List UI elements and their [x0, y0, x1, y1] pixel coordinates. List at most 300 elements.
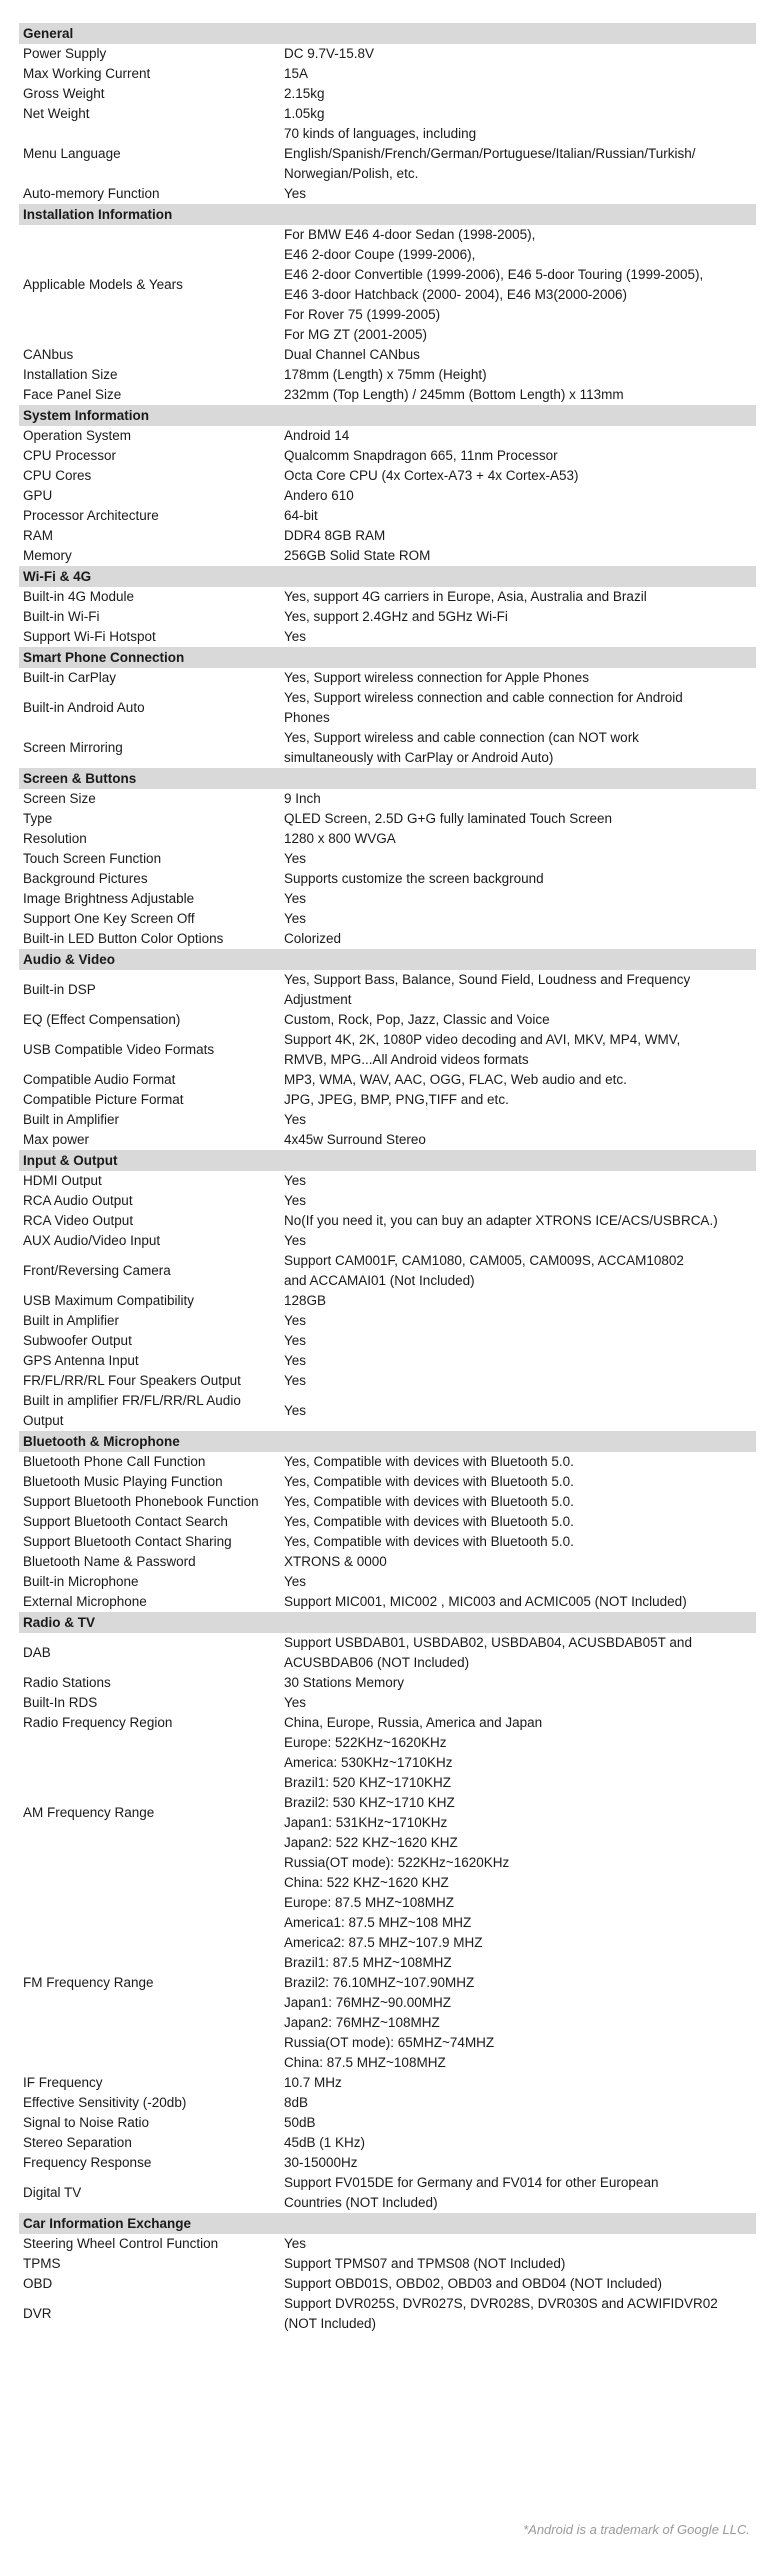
spec-row — [19, 1512, 756, 1532]
spec-value-line: Yes — [284, 891, 307, 906]
spec-label: Subwoofer Output — [23, 1333, 132, 1348]
spec-value-line: 9 Inch — [284, 791, 321, 806]
spec-value — [284, 1070, 756, 1090]
spec-value-line: Octa Core CPU (4x Cortex-A73 + 4x Cortex-A53) — [284, 468, 579, 483]
spec-row — [19, 1532, 756, 1552]
spec-row — [19, 365, 756, 385]
spec-row — [19, 1130, 756, 1150]
spec-row — [19, 1110, 756, 1130]
spec-value-line: Yes — [284, 2236, 307, 2251]
spec-value-line: 8dB — [284, 2095, 309, 2110]
spec-row — [19, 1893, 756, 2073]
spec-row — [19, 627, 756, 647]
spec-value-line: Yes — [284, 1112, 307, 1127]
spec-label: Digital TV — [23, 2185, 82, 2200]
spec-value-line: Yes, support 2.4GHz and 5GHz Wi-Fi — [284, 609, 508, 624]
spec-label: HDMI Output — [23, 1173, 102, 1188]
trademark-footnote: *Android is a trademark of Google LLC. — [523, 2522, 750, 2537]
spec-label: Screen Mirroring — [23, 740, 123, 755]
spec-value-line: 1280 x 800 WVGA — [284, 831, 396, 846]
spec-row — [19, 1231, 756, 1251]
spec-value-line: America2: 87.5 MHZ~107.9 MHZ — [284, 1935, 483, 1950]
spec-value-line: RMVB, MPG...All Android videos formats — [284, 1052, 529, 1067]
spec-value — [284, 970, 756, 1010]
section-header: Smart Phone Connection — [19, 647, 756, 668]
spec-value — [284, 1492, 756, 1512]
spec-row — [19, 2133, 756, 2153]
spec-label: Max power — [23, 1132, 90, 1147]
spec-row — [19, 688, 756, 728]
spec-label: Built-In RDS — [23, 1695, 98, 1710]
spec-row — [19, 1251, 756, 1291]
spec-label: RCA Audio Output — [23, 1193, 133, 1208]
spec-label: USB Maximum Compatibility — [23, 1293, 195, 1308]
spec-label: Built in Amplifier — [23, 1313, 120, 1328]
spec-value — [284, 104, 756, 124]
spec-label: AUX Audio/Video Input — [23, 1233, 161, 1248]
spec-row — [19, 526, 756, 546]
spec-label: Effective Sensitivity (-20db) — [23, 2095, 187, 2110]
spec-label: Touch Screen Function — [23, 851, 162, 866]
spec-row — [19, 970, 756, 1010]
spec-value-line: Yes — [284, 1333, 307, 1348]
spec-value-line: Brazil1: 87.5 MHZ~108MHZ — [284, 1955, 452, 1970]
spec-value — [284, 486, 756, 506]
spec-value — [284, 587, 756, 607]
spec-value-line: Yes — [284, 1373, 307, 1388]
spec-value-line: Japan1: 76MHZ~90.00MHZ — [284, 1995, 451, 2010]
spec-label: Bluetooth Phone Call Function — [23, 1454, 206, 1469]
spec-value — [284, 668, 756, 688]
spec-value-line: Yes, Compatible with devices with Bluetooth 5.0. — [284, 1454, 574, 1469]
spec-label: RCA Video Output — [23, 1213, 134, 1228]
spec-row — [19, 909, 756, 929]
spec-value — [284, 1472, 756, 1492]
spec-label: DVR — [23, 2306, 52, 2321]
spec-value-line: For Rover 75 (1999-2005) — [284, 307, 441, 322]
spec-label: Support Bluetooth Phonebook Function — [23, 1494, 259, 1509]
spec-value — [284, 446, 756, 466]
spec-value-line: Yes, Compatible with devices with Bluetooth 5.0. — [284, 1534, 574, 1549]
spec-value-line: 256GB Solid State ROM — [284, 548, 431, 563]
spec-row — [19, 2274, 756, 2294]
spec-label: Net Weight — [23, 106, 90, 121]
spec-value — [284, 1673, 756, 1693]
spec-value-line: Brazil1: 520 KHZ~1710KHZ — [284, 1775, 451, 1790]
spec-value-line: 15A — [284, 66, 309, 81]
spec-label: DAB — [23, 1645, 51, 1660]
section-header: Bluetooth & Microphone — [19, 1431, 756, 1452]
spec-label: Processor Architecture — [23, 508, 159, 523]
spec-value-line: 4x45w Surround Stereo — [284, 1132, 426, 1147]
spec-value-line: Japan2: 76MHZ~108MHZ — [284, 2015, 440, 2030]
spec-row — [19, 607, 756, 627]
spec-row — [19, 1331, 756, 1351]
spec-row — [19, 2173, 756, 2213]
spec-row — [19, 789, 756, 809]
spec-value-line: 45dB (1 KHz) — [284, 2135, 366, 2150]
spec-value-line: Qualcomm Snapdragon 665, 11nm Processor — [284, 448, 558, 463]
spec-value-line: Yes, Compatible with devices with Bluetooth 5.0. — [284, 1494, 574, 1509]
spec-value — [284, 1231, 756, 1251]
spec-label: Support Bluetooth Contact Sharing — [23, 1534, 232, 1549]
spec-value-line: No(If you need it, you can buy an adapter XTRONS ICE/ACS/USBRCA.) — [284, 1213, 718, 1228]
spec-value-line: Brazil2: 76.10MHZ~107.90MHZ — [284, 1975, 475, 1990]
spec-value-line: Custom, Rock, Pop, Jazz, Classic and Voice — [284, 1012, 550, 1027]
section-header: Installation Information — [19, 204, 756, 225]
spec-row — [19, 1633, 756, 1673]
spec-label: Bluetooth Name & Password — [23, 1554, 196, 1569]
spec-row — [19, 44, 756, 64]
spec-label: RAM — [23, 528, 53, 543]
section-header: General — [19, 23, 756, 44]
spec-value — [284, 385, 756, 405]
spec-value — [284, 607, 756, 627]
spec-label: CANbus — [23, 347, 74, 362]
spec-value-line: Yes — [284, 1313, 307, 1328]
spec-value-line: English/Spanish/French/German/Portuguese/Italian/Russian/Turkish/ — [284, 146, 696, 161]
spec-label: Built-in Wi-Fi — [23, 609, 100, 624]
spec-value-line: 232mm (Top Length) / 245mm (Bottom Length) x 113mm — [284, 387, 624, 402]
spec-label: Support One Key Screen Off — [23, 911, 195, 926]
spec-label: FM Frequency Range — [23, 1975, 154, 1990]
spec-value — [284, 2093, 756, 2113]
spec-label: Built-in CarPlay — [23, 670, 117, 685]
spec-value-line: Brazil2: 530 KHZ~1710 KHZ — [284, 1795, 455, 1810]
spec-value — [284, 2294, 756, 2334]
spec-row — [19, 1572, 756, 1592]
spec-table — [19, 23, 756, 2334]
spec-value-line: 10.7 MHz — [284, 2075, 342, 2090]
spec-value — [284, 1090, 756, 1110]
spec-value-line: Yes — [284, 1403, 307, 1418]
spec-value-line: E46 2-door Convertible (1999-2006), E46 5-door Touring (1999-2005), — [284, 267, 704, 282]
spec-label: Power Supply — [23, 46, 107, 61]
spec-value-line: Yes, Support wireless connection and cable connection for Android — [284, 690, 683, 705]
spec-row — [19, 809, 756, 829]
spec-value-line: (NOT Included) — [284, 2316, 377, 2331]
spec-value-line: QLED Screen, 2.5D G+G fully laminated Touch Screen — [284, 811, 613, 826]
spec-value — [284, 64, 756, 84]
spec-value-line: 64-bit — [284, 508, 318, 523]
spec-value — [284, 466, 756, 486]
spec-row — [19, 849, 756, 869]
spec-row — [19, 1030, 756, 1070]
spec-value-line: 70 kinds of languages, including — [284, 126, 477, 141]
spec-value-line: MP3, WMA, WAV, AAC, OGG, FLAC, Web audio and etc. — [284, 1072, 627, 1087]
spec-value — [284, 2133, 756, 2153]
spec-label: Compatible Picture Format — [23, 1092, 184, 1107]
spec-row — [19, 2113, 756, 2133]
spec-value-line: Supports customize the screen background — [284, 871, 544, 886]
spec-value-line: 128GB — [284, 1293, 327, 1308]
spec-row — [19, 426, 756, 446]
spec-row — [19, 1010, 756, 1030]
spec-value — [284, 124, 756, 184]
spec-value-line: XTRONS & 0000 — [284, 1554, 387, 1569]
spec-value-line: Yes — [284, 911, 307, 926]
spec-value-line: Adjustment — [284, 992, 352, 1007]
spec-value — [284, 1291, 756, 1311]
spec-value — [284, 526, 756, 546]
spec-label: GPU — [23, 488, 53, 503]
spec-row — [19, 1713, 756, 1733]
spec-row — [19, 1673, 756, 1693]
spec-row — [19, 1311, 756, 1331]
spec-label: Built-in Android Auto — [23, 700, 145, 715]
spec-value-line: America: 530KHz~1710KHz — [284, 1755, 453, 1770]
spec-row — [19, 345, 756, 365]
spec-value-line: JPG, JPEG, BMP, PNG,TIFF and etc. — [284, 1092, 509, 1107]
spec-value — [284, 546, 756, 566]
spec-value-line: For MG ZT (2001-2005) — [284, 327, 428, 342]
spec-value — [284, 84, 756, 104]
spec-row — [19, 1391, 756, 1431]
section-header: Input & Output — [19, 1150, 756, 1171]
spec-row — [19, 64, 756, 84]
spec-value — [284, 1211, 756, 1231]
spec-row — [19, 506, 756, 526]
spec-label: IF Frequency — [23, 2075, 103, 2090]
spec-value — [284, 365, 756, 385]
spec-value-line: 30-15000Hz — [284, 2155, 358, 2170]
spec-value — [284, 2113, 756, 2133]
spec-row — [19, 104, 756, 124]
spec-value — [284, 1733, 756, 1893]
spec-row — [19, 84, 756, 104]
spec-value-line: Support DVR025S, DVR027S, DVR028S, DVR030S and ACWIFIDVR02 — [284, 2296, 718, 2311]
spec-value-line: Yes — [284, 851, 307, 866]
spec-value-line: 178mm (Length) x 75mm (Height) — [284, 367, 487, 382]
spec-row — [19, 1733, 756, 1893]
spec-value — [284, 789, 756, 809]
spec-value — [284, 1893, 756, 2073]
spec-label: Bluetooth Music Playing Function — [23, 1474, 223, 1489]
spec-row — [19, 446, 756, 466]
spec-value-line: For BMW E46 4-door Sedan (1998-2005), — [284, 227, 536, 242]
spec-value — [284, 1030, 756, 1070]
spec-row — [19, 1452, 756, 1472]
spec-value-line: 30 Stations Memory — [284, 1675, 405, 1690]
spec-value — [284, 889, 756, 909]
spec-label: Built in amplifier FR/FL/RR/RL Audio Output — [23, 1393, 241, 1428]
spec-label: TPMS — [23, 2256, 61, 2271]
spec-value — [284, 1010, 756, 1030]
spec-label: GPS Antenna Input — [23, 1353, 139, 1368]
spec-label: Operation System — [23, 428, 132, 443]
spec-value-line: America1: 87.5 MHZ~108 MHZ — [284, 1915, 472, 1930]
spec-row — [19, 1171, 756, 1191]
spec-label: Radio Stations — [23, 1675, 111, 1690]
spec-value — [284, 2234, 756, 2254]
spec-value-line: Yes — [284, 1193, 307, 1208]
spec-value-line: Norwegian/Polish, etc. — [284, 166, 419, 181]
spec-value — [284, 184, 756, 204]
spec-label: Built in Amplifier — [23, 1112, 120, 1127]
spec-value-line: Countries (NOT Included) — [284, 2195, 438, 2210]
spec-row — [19, 1492, 756, 1512]
spec-row — [19, 2073, 756, 2093]
spec-value-line: Support TPMS07 and TPMS08 (NOT Included) — [284, 2256, 566, 2271]
spec-row — [19, 1191, 756, 1211]
spec-label: Type — [23, 811, 53, 826]
spec-row — [19, 486, 756, 506]
spec-value — [284, 1351, 756, 1371]
spec-value — [284, 1572, 756, 1592]
spec-row — [19, 668, 756, 688]
spec-row — [19, 546, 756, 566]
spec-label: EQ (Effect Compensation) — [23, 1012, 181, 1027]
spec-value-line: 1.05kg — [284, 106, 325, 121]
spec-value — [284, 1191, 756, 1211]
spec-label: Auto-memory Function — [23, 186, 160, 201]
spec-label: Screen Size — [23, 791, 96, 806]
spec-value-line: China: 87.5 MHZ~108MHZ — [284, 2055, 446, 2070]
spec-value — [284, 688, 756, 728]
spec-value-line: 2.15kg — [284, 86, 325, 101]
spec-row — [19, 2294, 756, 2334]
section-header: Car Information Exchange — [19, 2213, 756, 2234]
spec-value — [284, 1452, 756, 1472]
spec-label: Steering Wheel Control Function — [23, 2236, 219, 2251]
spec-value — [284, 2254, 756, 2274]
spec-label: Compatible Audio Format — [23, 1072, 176, 1087]
spec-value-line: Yes — [284, 1353, 307, 1368]
section-header: Wi-Fi & 4G — [19, 566, 756, 587]
spec-value — [284, 426, 756, 446]
spec-value-line: Yes — [284, 1695, 307, 1710]
spec-value — [284, 225, 756, 345]
spec-label: Memory — [23, 548, 72, 563]
spec-value — [284, 2274, 756, 2294]
spec-label: USB Compatible Video Formats — [23, 1042, 215, 1057]
spec-value — [284, 829, 756, 849]
spec-value — [284, 1130, 756, 1150]
spec-row — [19, 869, 756, 889]
spec-value — [284, 1532, 756, 1552]
spec-row — [19, 1552, 756, 1572]
spec-value-line: simultaneously with CarPlay or Android Auto) — [284, 750, 554, 765]
spec-value-line: Andero 610 — [284, 488, 354, 503]
spec-value — [284, 869, 756, 889]
spec-value — [284, 2173, 756, 2213]
spec-value — [284, 1401, 756, 1421]
spec-label: External Microphone — [23, 1594, 147, 1609]
spec-row — [19, 1090, 756, 1110]
spec-label: Frequency Response — [23, 2155, 152, 2170]
spec-value-line: Support OBD01S, OBD02, OBD03 and OBD04 (NOT Included) — [284, 2276, 662, 2291]
spec-label: CPU Processor — [23, 448, 117, 463]
spec-value-line: Yes — [284, 1574, 307, 1589]
spec-row — [19, 2254, 756, 2274]
spec-label: OBD — [23, 2276, 53, 2291]
spec-label: Support Bluetooth Contact Search — [23, 1514, 228, 1529]
spec-value-line: Support FV015DE for Germany and FV014 for other European — [284, 2175, 659, 2190]
spec-value — [284, 909, 756, 929]
section-header: System Information — [19, 405, 756, 426]
spec-label: Face Panel Size — [23, 387, 122, 402]
spec-value-line: Support CAM001F, CAM1080, CAM005, CAM009S, ACCAM10802 — [284, 1253, 684, 1268]
spec-value — [284, 1633, 756, 1673]
spec-value-line: Dual Channel CANbus — [284, 347, 420, 362]
spec-value — [284, 1171, 756, 1191]
spec-value-line: Colorized — [284, 931, 342, 946]
spec-value-line: Yes — [284, 1173, 307, 1188]
spec-label: Front/Reversing Camera — [23, 1263, 171, 1278]
spec-row — [19, 889, 756, 909]
spec-value — [284, 1331, 756, 1351]
spec-value-line: Yes — [284, 1233, 307, 1248]
spec-value — [284, 506, 756, 526]
spec-value — [284, 809, 756, 829]
spec-value-line: DDR4 8GB RAM — [284, 528, 386, 543]
spec-row — [19, 1592, 756, 1612]
spec-row — [19, 829, 756, 849]
spec-value — [284, 627, 756, 647]
spec-value — [284, 1371, 756, 1391]
spec-label: Stereo Separation — [23, 2135, 132, 2150]
spec-row — [19, 1351, 756, 1371]
section-header: Radio & TV — [19, 1612, 756, 1633]
spec-value-line: Yes, Support Bass, Balance, Sound Field, Loudness and Frequency — [284, 972, 691, 987]
spec-label: Built-in 4G Module — [23, 589, 135, 604]
spec-value — [284, 849, 756, 869]
spec-value — [284, 1512, 756, 1532]
spec-label: Installation Size — [23, 367, 118, 382]
spec-row — [19, 1291, 756, 1311]
spec-row — [19, 2153, 756, 2173]
spec-row — [19, 587, 756, 607]
spec-label: Applicable Models & Years — [23, 277, 183, 292]
spec-row — [19, 385, 756, 405]
spec-value-line: Yes, Compatible with devices with Bluetooth 5.0. — [284, 1514, 574, 1529]
spec-value — [284, 1552, 756, 1572]
spec-value — [284, 345, 756, 365]
spec-value-line: Support MIC001, MIC002 , MIC003 and ACMIC005 (NOT Included) — [284, 1594, 687, 1609]
spec-label: Menu Language — [23, 146, 121, 161]
spec-label: CPU Cores — [23, 468, 92, 483]
spec-label: Radio Frequency Region — [23, 1715, 173, 1730]
spec-row — [19, 225, 756, 345]
spec-value — [284, 1110, 756, 1130]
spec-value — [284, 1693, 756, 1713]
spec-value-line: E46 3-door Hatchback (2000- 2004), E46 M3(2000-2006) — [284, 287, 627, 302]
spec-row — [19, 1472, 756, 1492]
spec-value-line: Japan2: 522 KHZ~1620 KHZ — [284, 1835, 458, 1850]
spec-value — [284, 1713, 756, 1733]
spec-label: Built-in Microphone — [23, 1574, 139, 1589]
spec-row — [19, 1371, 756, 1391]
spec-value — [284, 2153, 756, 2173]
spec-value-line: Russia(OT mode): 522KHz~1620KHz — [284, 1855, 510, 1870]
section-header: Screen & Buttons — [19, 768, 756, 789]
spec-value-line: DC 9.7V-15.8V — [284, 46, 375, 61]
spec-row — [19, 1693, 756, 1713]
spec-value — [284, 44, 756, 64]
spec-value-line: Yes — [284, 629, 307, 644]
spec-row — [19, 1070, 756, 1090]
spec-label: Image Brightness Adjustable — [23, 891, 195, 906]
spec-label: AM Frequency Range — [23, 1805, 155, 1820]
spec-value — [284, 728, 756, 768]
spec-label: Max Working Current — [23, 66, 151, 81]
spec-label: Built-in LED Button Color Options — [23, 931, 224, 946]
spec-value-line: Yes, Compatible with devices with Bluetooth 5.0. — [284, 1474, 574, 1489]
spec-value-line: Yes — [284, 186, 307, 201]
spec-value-line: Yes, support 4G carriers in Europe, Asia, Australia and Brazil — [284, 589, 647, 604]
spec-value-line: Europe: 522KHz~1620KHz — [284, 1735, 447, 1750]
spec-value — [284, 1251, 756, 1291]
